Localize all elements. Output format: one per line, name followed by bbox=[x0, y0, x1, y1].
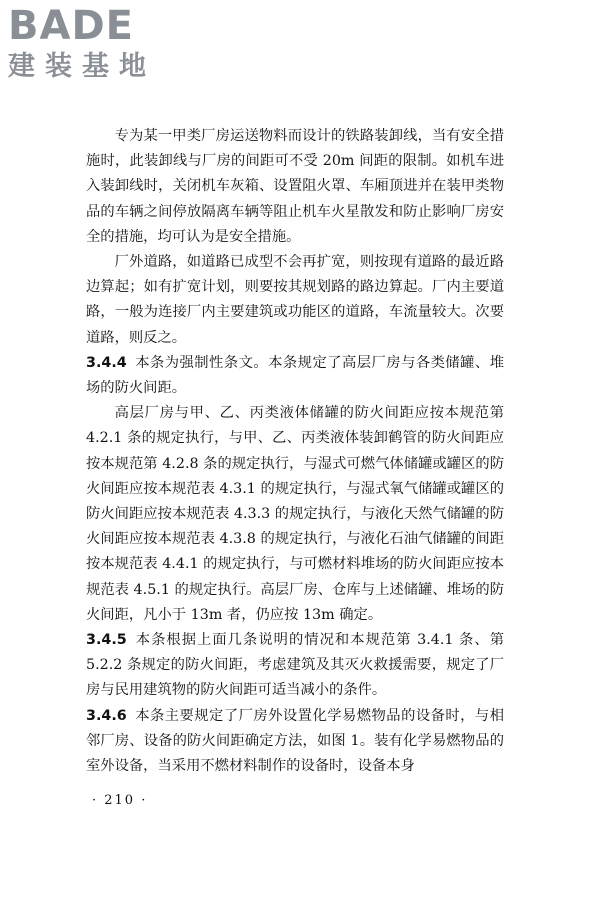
paragraph-text: 高层厂房与甲、乙、丙类液体储罐的防火间距应按本规范第 4.2.1 条的规定执行，与甲、乙、丙类液体装卸鹤管的防火间距应按本规范第 4.2.8 条的规定执行，与湿式可燃气体储罐或罐区的防火间距应按本规范表 4.3.1 的规定执行，与湿式氧气储罐或罐区的防火间距应按本规范表 4.3.3 的规定执行，与液化天然气储罐的防火间距应按本规范表 4.3.8 的规定执行，与液化石油气储罐的间距按本规范表 4.4.1 的规定执行，与可燃材料堆场的防火间距应按本规范表 4.5.1 的规定执行。高层厂房、仓库与上述储罐、堆场的防火间距，凡小于 13m 者，仍应按 13m 确定。 bbox=[86, 405, 504, 623]
paragraph-text: 本条根据上面几条说明的情况和本规范第 3.4.1 条、第 5.2.2 条规定的防火间距，考虑建筑及其灭火救援需要，规定了厂房与民用建筑物的防火间距可适当减小的条件。 bbox=[86, 632, 504, 699]
paragraph bbox=[86, 124, 504, 250]
section-number: 3.4.5 bbox=[86, 632, 127, 649]
bade-logo bbox=[8, 4, 178, 94]
clause-3-4-5 bbox=[86, 628, 504, 704]
logo-mark: BADE bbox=[8, 3, 134, 49]
paragraph bbox=[86, 250, 504, 351]
clause-3-4-4 bbox=[86, 351, 504, 401]
paragraph-text: 专为某一甲类厂房运送物料而设计的铁路装卸线，当有安全措施时，此装卸线与厂房的间距可不受 20m 间距的限制。如机车进入装卸线时，关闭机车灰箱、设置阻火罩、车厢顶进并在装甲类物品的车辆之间停放隔离车辆等阻止机车火星散发和防止影响厂房安全的措施，均可认为是安全措施。 bbox=[86, 128, 504, 245]
paragraph-text: 厂外道路，如道路已成型不会再扩宽，则按现有道路的最近路边算起；如有扩宽计划，则要按其规划路的路边算起。厂内主要道路，一般为连接厂内主要建筑或功能区的道路，车流量较大。次要道路，则反之。 bbox=[86, 254, 504, 346]
document-body bbox=[86, 124, 504, 779]
section-number: 3.4.6 bbox=[86, 707, 127, 724]
logo-subtitle: 建装基地 bbox=[8, 51, 156, 82]
paragraph-text: 本条为强制性条文。本条规定了高层厂房与各类储罐、堆场的防火间距。 bbox=[86, 354, 504, 397]
paragraph-text: 本条主要规定了厂房外设置化学易燃物品的设备时，与相邻厂房、设备的防火间距确定方法，如图 1。装有化学易燃物品的室外设备，当采用不燃材料制作的设备时，设备本身 bbox=[86, 707, 504, 775]
section-number: 3.4.4 bbox=[86, 354, 127, 371]
paragraph bbox=[86, 401, 504, 628]
page-number: · 210 · bbox=[92, 793, 148, 808]
clause-3-4-6 bbox=[86, 704, 504, 780]
